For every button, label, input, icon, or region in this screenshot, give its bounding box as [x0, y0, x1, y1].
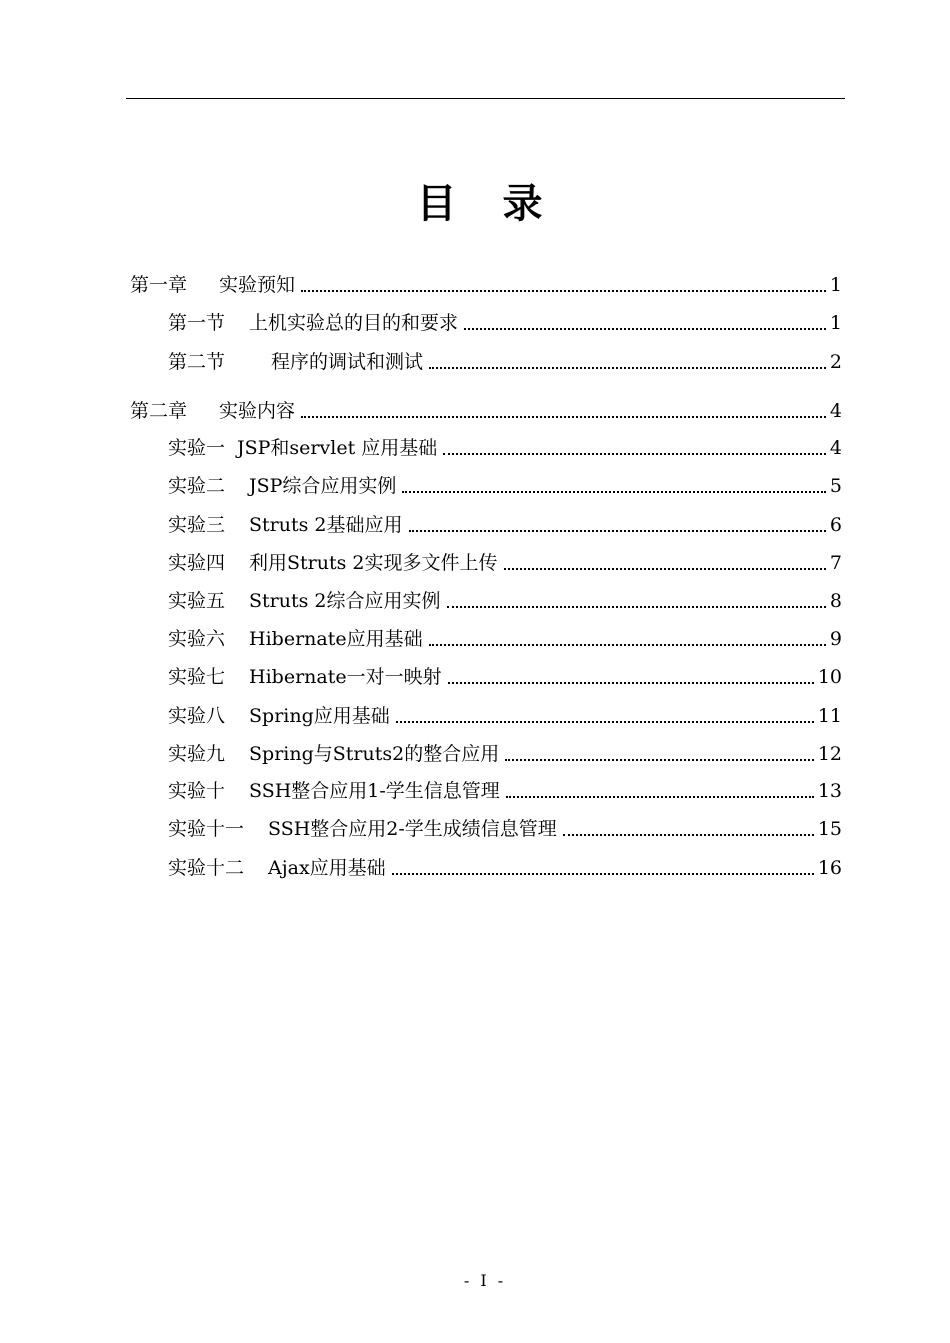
- dot-leader: [301, 416, 826, 418]
- toc-entry-title: Spring与Struts2的整合应用: [249, 743, 500, 765]
- toc-entry-number: 第一节: [168, 312, 226, 334]
- toc-entry-page: 10: [817, 666, 842, 688]
- toc-entry-page: 9: [829, 628, 842, 650]
- toc-entry-title: 上机实验总的目的和要求: [249, 312, 459, 334]
- toc-entry[interactable]: [168, 777, 842, 805]
- page-title: 目 录: [416, 181, 559, 227]
- toc-entry-number: 实验十二: [168, 857, 245, 879]
- toc-entry[interactable]: [130, 271, 842, 299]
- toc-entry-title: SSH整合应用2-学生成绩信息管理: [268, 818, 557, 840]
- toc-entry-title: JSP和servlet 应用基础: [237, 437, 438, 459]
- toc-entry-number: 实验四: [168, 552, 226, 574]
- toc-entry-title: JSP综合应用实例: [249, 475, 397, 497]
- toc-entry-number: 第二章: [130, 400, 188, 422]
- toc-entry[interactable]: [168, 587, 842, 615]
- toc-entry-number: 第二节: [168, 351, 226, 373]
- toc-entry[interactable]: [168, 511, 842, 539]
- toc-entry-title: 程序的调试和测试: [271, 351, 424, 373]
- dot-leader: [505, 759, 814, 761]
- toc-entry-number: 实验一: [168, 437, 226, 459]
- toc-entry[interactable]: [168, 702, 842, 730]
- dot-leader: [429, 644, 826, 646]
- toc-entry-number: 实验五: [168, 590, 226, 612]
- toc-entry-page: 11: [817, 705, 842, 727]
- dot-leader: [409, 530, 826, 532]
- toc-entry[interactable]: [168, 472, 842, 500]
- toc-entry[interactable]: [168, 309, 842, 337]
- dot-leader: [392, 873, 814, 875]
- toc-entry-title: SSH整合应用1-学生信息管理: [249, 780, 500, 802]
- toc-entry-page: 8: [829, 590, 842, 612]
- toc-entry-number: 实验二: [168, 475, 226, 497]
- toc-entry-title: Hibernate应用基础: [249, 628, 423, 650]
- toc-entry-page: 2: [829, 351, 842, 373]
- toc-entry-title: Struts 2基础应用: [249, 514, 403, 536]
- dot-leader: [396, 721, 814, 723]
- dot-leader: [506, 796, 814, 798]
- toc-entry[interactable]: [168, 815, 842, 843]
- toc-entry[interactable]: [168, 854, 842, 882]
- toc-entry-number: 实验七: [168, 666, 226, 688]
- toc-entry-number: 实验十一: [168, 818, 245, 840]
- toc-entry-title: Hibernate一对一映射: [249, 666, 442, 688]
- toc-entry-title: Struts 2综合应用实例: [249, 590, 441, 612]
- dot-leader: [447, 606, 826, 608]
- toc-entry[interactable]: [168, 549, 842, 577]
- toc-entry[interactable]: [168, 625, 842, 653]
- toc-entry-number: 实验九: [168, 743, 226, 765]
- toc-entry-page: 13: [817, 780, 842, 802]
- dot-leader: [504, 568, 826, 570]
- dot-leader: [402, 491, 825, 493]
- toc-entry-number: 实验六: [168, 628, 226, 650]
- toc-entry-title: 利用Struts 2实现多文件上传: [249, 552, 498, 574]
- toc-entry-page: 1: [829, 312, 842, 334]
- toc-entry-number: 实验十: [168, 780, 226, 802]
- toc-entry-title: 实验预知: [219, 274, 296, 296]
- toc-entry-page: 7: [829, 552, 842, 574]
- dot-leader: [429, 367, 826, 369]
- toc-entry[interactable]: [130, 397, 842, 425]
- toc-entry[interactable]: [168, 740, 842, 768]
- dot-leader: [448, 682, 814, 684]
- toc-entry[interactable]: [168, 663, 842, 691]
- toc-entry-title: Spring应用基础: [249, 705, 390, 727]
- toc-entry-page: 15: [817, 818, 842, 840]
- page-number-footer: - I -: [463, 1271, 507, 1290]
- toc-entry-page: 6: [829, 514, 842, 536]
- dot-leader: [464, 328, 826, 330]
- toc-entry-page: 1: [829, 274, 842, 296]
- header-rule: [126, 98, 845, 99]
- dot-leader: [443, 453, 826, 455]
- toc-entry-page: 16: [817, 857, 842, 879]
- toc-entry-number: 第一章: [130, 274, 188, 296]
- toc-entry-page: 4: [829, 437, 842, 459]
- toc-entry-title: 实验内容: [219, 400, 296, 422]
- toc-entry[interactable]: [168, 434, 842, 462]
- toc-entry-page: 12: [817, 743, 842, 765]
- dot-leader: [301, 290, 826, 292]
- dot-leader: [563, 834, 814, 836]
- toc-entry[interactable]: [168, 348, 842, 376]
- toc-entry-page: 5: [829, 475, 842, 497]
- toc-entry-number: 实验三: [168, 514, 226, 536]
- toc-entry-page: 4: [829, 400, 842, 422]
- toc-entry-title: Ajax应用基础: [268, 857, 386, 879]
- toc-entry-number: 实验八: [168, 705, 226, 727]
